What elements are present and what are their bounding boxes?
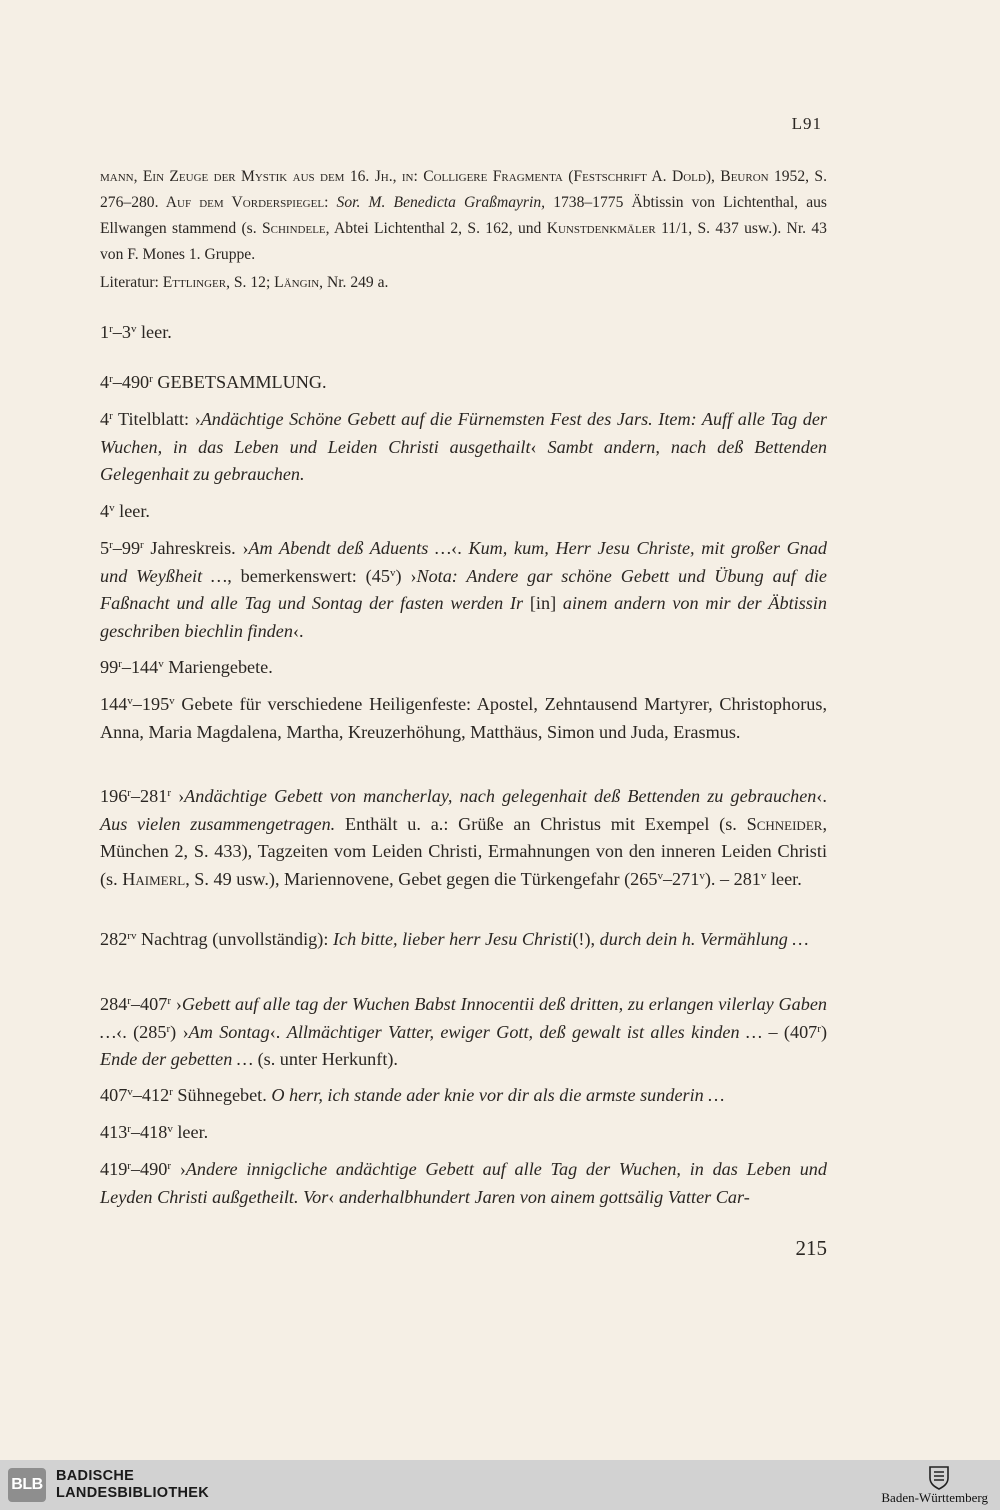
entry-9: $282^{rv}$ Nachtrag (unvollständig): Ich bitte, lieber herr Jesu Christi(!), durch dein h. Vermählung … — [100, 929, 809, 949]
intro-paragraph: mann, Ein Zeuge der Mystik aus dem 16. Jh., in: Colligere Fragmenta (Festschrift A. Dold), Beuron 1952, S. 276–280. Auf dem Vorderspiegel: Sor. M. Benedicta Graßmayrin, 1738–1775 Äbtissin von Lichtenthal, aus Ellwangen stammend (s. Schindele, Abtei Lichtenthal 2, S. 162, und Kunstdenkmäler 11/1, S. 437 usw.). Nr. 43 von F. Mones 1. Gruppe. — [100, 168, 827, 263]
footer-bar — [0, 1460, 1000, 1510]
entry-10: 284$^r$–407$^r$ ›Gebett auf alle tag der Wuchen Babst Innocentii deß dritten, zu erlangen vilerlay Gaben …‹. (285$^r$) ›Am Sontag‹. Allmächtiger Vatter, ewiger Gott, deß gewalt ist alles kinden … – (407$^r$) Ende der gebetten … (s. unter Herkunft). — [100, 994, 827, 1069]
entry-11: 407$^v$–412$^r$ Sühnegebet. O herr, ich stande ader knie vor dir als die armste sunderin … — [100, 1085, 725, 1105]
entry-13: 419$^r$–490$^r$ ›Andere innigcliche andächtige Gebett auf alle Tag der Wuchen, in das Leben und Leyden Christi außgetheilt. Vor‹ anderhalbhundert Jaren von ainem gottsälig Vatter Car- — [100, 1159, 827, 1207]
literature-line: Literatur: Ettlinger, S. 12; Längin, Nr. 249 a. — [100, 274, 389, 291]
entry-7: 144$^v$–195$^v$ Gebete für verschiedene Heiligenfeste: Apostel, Zehntausend Martyrer, Christophorus, Anna, Maria Magdalena, Martha, Kreuzerhöhung, Matthäus, Simon und Juda, Erasmus. — [100, 694, 827, 742]
page-number: 215 — [795, 1236, 827, 1260]
entry-2: 4$^r$–490$^r$ GEBETSAMMLUNG. — [100, 372, 327, 392]
coat-of-arms-icon — [928, 1464, 950, 1490]
state-name[interactable]: Baden-Württemberg — [881, 1490, 988, 1505]
entry-1: 1$^r$–3$^v$ leer. — [100, 322, 172, 342]
entry-5: 5$^r$–99$^r$ Jahreskreis. ›Am Abendt deß Aduents …‹. Kum, kum, Herr Jesu Christe, mit großer Gnad und Weyßheit …, bemerkenswert: (45$^v$) ›Nota: Andere gar schöne Gebett und Übung auf die Faßnacht und alle Tag und Sontag der fasten werden Ir [in] ainem andern von mir der Äbtissin geschriben biechlin finden‹. — [100, 538, 828, 641]
running-head: L91 — [791, 114, 822, 133]
entry-12: 413$^r$–418$^v$ leer. — [100, 1122, 209, 1142]
blb-logo[interactable]: BLB — [8, 1468, 46, 1502]
entry-4: 4$^v$ leer. — [100, 501, 150, 521]
library-name[interactable]: BADISCHE LANDESBIBLIOTHEK — [56, 1468, 210, 1501]
entry-8: 196$^r$–281$^r$ ›Andächtige Gebett von mancherlay, nach gelegenhait deß Bettenden zu gebrauchen‹. Aus vielen zusammengetragen. Enthält u. a.: Grüße an Christus mit Exempel (s. Schneider, München 2, S. 433), Tagzeiten vom Leiden Christi, Ermahnungen von den inneren Leiden Christi (s. Haimerl, S. 49 usw.), Mariennovene, Gebet gegen die Türkengefahr (265$^v$–271$^v$). – 281$^v$ leer. — [100, 786, 827, 889]
entry-3: 4$^r$ Titelblatt: ›Andächtige Schöne Gebett auf die Fürnemsten Fest des Jars. Item: Auff alle Tag der Wuchen, in das Leben und Leiden Christi ausgethailt‹ Sambt andern, nach deß Bettenden Gelegenhait zu gebrauchen. — [100, 409, 827, 484]
entry-6: 99$^r$–144$^v$ Mariengebete. — [100, 657, 273, 677]
